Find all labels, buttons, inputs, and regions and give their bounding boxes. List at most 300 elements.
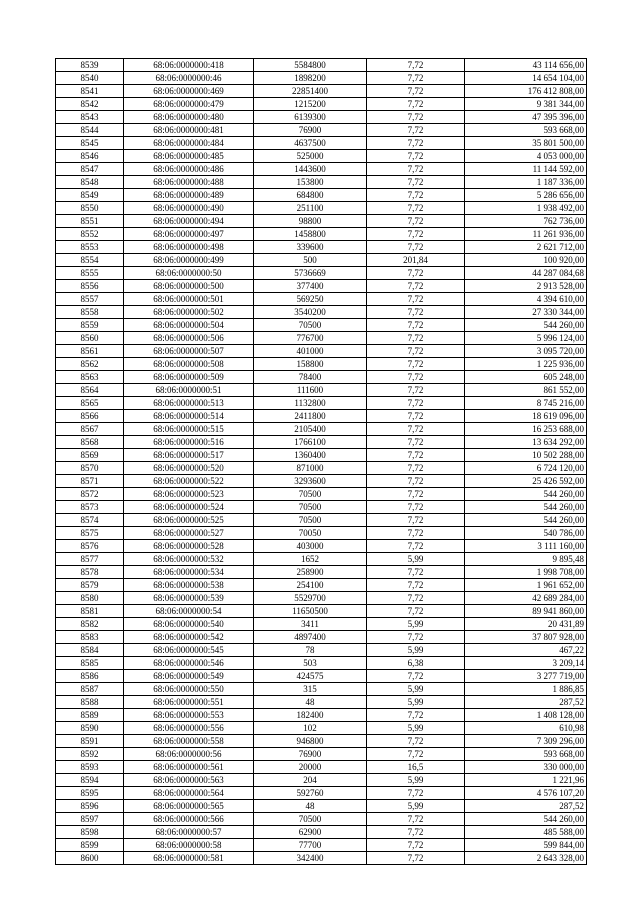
amount-cell: 593 668,00 — [465, 748, 587, 761]
rate-cell: 5,99 — [367, 644, 465, 657]
amount-cell: 1 187 336,00 — [465, 176, 587, 189]
rate-cell: 7,72 — [367, 735, 465, 748]
area-cell: 70500 — [254, 514, 367, 527]
area-cell: 5736669 — [254, 267, 367, 280]
amount-cell: 42 689 284,00 — [465, 592, 587, 605]
row-number-cell: 8540 — [56, 72, 124, 85]
amount-cell: 762 736,00 — [465, 215, 587, 228]
row-number-cell: 8599 — [56, 839, 124, 852]
area-cell: 2105400 — [254, 423, 367, 436]
cadastral-number-cell: 68:06:0000000:550 — [124, 683, 254, 696]
table-row — [56, 748, 587, 761]
area-cell: 525000 — [254, 150, 367, 163]
amount-cell: 330 000,00 — [465, 761, 587, 774]
cadastral-number-cell: 68:06:0000000:499 — [124, 254, 254, 267]
cadastral-number-cell: 68:06:0000000:524 — [124, 501, 254, 514]
amount-cell: 605 248,00 — [465, 371, 587, 384]
row-number-cell: 8596 — [56, 800, 124, 813]
amount-cell: 4 576 107,20 — [465, 787, 587, 800]
cadastral-number-cell: 68:06:0000000:502 — [124, 306, 254, 319]
row-number-cell: 8588 — [56, 696, 124, 709]
row-number-cell: 8573 — [56, 501, 124, 514]
area-cell: 11650500 — [254, 605, 367, 618]
cadastral-number-cell: 68:06:0000000:494 — [124, 215, 254, 228]
area-cell: 1766100 — [254, 436, 367, 449]
area-cell: 1652 — [254, 553, 367, 566]
row-number-cell: 8561 — [56, 345, 124, 358]
amount-cell: 1 998 708,00 — [465, 566, 587, 579]
row-number-cell: 8555 — [56, 267, 124, 280]
row-number-cell: 8565 — [56, 397, 124, 410]
cadastral-number-cell: 68:06:0000000:542 — [124, 631, 254, 644]
table-row — [56, 267, 587, 280]
cadastral-number-cell: 68:06:0000000:515 — [124, 423, 254, 436]
table-row — [56, 215, 587, 228]
table-row — [56, 345, 587, 358]
row-number-cell: 8578 — [56, 566, 124, 579]
amount-cell: 287,52 — [465, 696, 587, 709]
cadastral-number-cell: 68:06:0000000:534 — [124, 566, 254, 579]
row-number-cell: 8556 — [56, 280, 124, 293]
cadastral-number-cell: 68:06:0000000:527 — [124, 527, 254, 540]
rate-cell: 7,72 — [367, 592, 465, 605]
row-number-cell: 8539 — [56, 59, 124, 72]
rate-cell: 7,72 — [367, 488, 465, 501]
rate-cell: 7,72 — [367, 280, 465, 293]
area-cell: 258900 — [254, 566, 367, 579]
row-number-cell: 8592 — [56, 748, 124, 761]
rate-cell: 7,72 — [367, 202, 465, 215]
cadastral-number-cell: 68:06:0000000:545 — [124, 644, 254, 657]
table-row — [56, 98, 587, 111]
area-cell: 569250 — [254, 293, 367, 306]
rate-cell: 7,72 — [367, 124, 465, 137]
area-cell: 946800 — [254, 735, 367, 748]
table-row — [56, 293, 587, 306]
cadastral-number-cell: 68:06:0000000:563 — [124, 774, 254, 787]
table-row — [56, 592, 587, 605]
row-number-cell: 8549 — [56, 189, 124, 202]
row-number-cell: 8570 — [56, 462, 124, 475]
rate-cell: 5,99 — [367, 683, 465, 696]
table-row — [56, 631, 587, 644]
area-cell: 3540200 — [254, 306, 367, 319]
amount-cell: 593 668,00 — [465, 124, 587, 137]
row-number-cell: 8577 — [56, 553, 124, 566]
area-cell: 76900 — [254, 124, 367, 137]
table-row — [56, 852, 587, 865]
row-number-cell: 8543 — [56, 111, 124, 124]
area-cell: 6139300 — [254, 111, 367, 124]
table-row — [56, 579, 587, 592]
area-cell: 2411800 — [254, 410, 367, 423]
amount-cell: 540 786,00 — [465, 527, 587, 540]
cadastral-number-cell: 68:06:0000000:490 — [124, 202, 254, 215]
row-number-cell: 8582 — [56, 618, 124, 631]
table-row — [56, 423, 587, 436]
area-cell: 5529700 — [254, 592, 367, 605]
cadastral-number-cell: 68:06:0000000:558 — [124, 735, 254, 748]
amount-cell: 544 260,00 — [465, 488, 587, 501]
amount-cell: 35 801 500,00 — [465, 137, 587, 150]
row-number-cell: 8558 — [56, 306, 124, 319]
rate-cell: 7,72 — [367, 319, 465, 332]
rate-cell: 7,72 — [367, 423, 465, 436]
amount-cell: 544 260,00 — [465, 813, 587, 826]
table-row — [56, 540, 587, 553]
cadastral-number-cell: 68:06:0000000:508 — [124, 358, 254, 371]
amount-cell: 610,98 — [465, 722, 587, 735]
row-number-cell: 8568 — [56, 436, 124, 449]
cadastral-number-cell: 68:06:0000000:51 — [124, 384, 254, 397]
table-row — [56, 111, 587, 124]
rate-cell: 5,99 — [367, 618, 465, 631]
amount-cell: 544 260,00 — [465, 501, 587, 514]
rate-cell: 7,72 — [367, 449, 465, 462]
amount-cell: 1 886,85 — [465, 683, 587, 696]
table-row — [56, 527, 587, 540]
cadastral-number-cell: 68:06:0000000:581 — [124, 852, 254, 865]
area-cell: 62900 — [254, 826, 367, 839]
cadastral-number-cell: 68:06:0000000:565 — [124, 800, 254, 813]
amount-cell: 8 745 216,00 — [465, 397, 587, 410]
amount-cell: 16 253 688,00 — [465, 423, 587, 436]
cadastral-number-cell: 68:06:0000000:479 — [124, 98, 254, 111]
cadastral-number-cell: 68:06:0000000:564 — [124, 787, 254, 800]
area-cell: 339600 — [254, 241, 367, 254]
cadastral-number-cell: 68:06:0000000:523 — [124, 488, 254, 501]
table-row — [56, 358, 587, 371]
amount-cell: 20 431,89 — [465, 618, 587, 631]
amount-cell: 2 621 712,00 — [465, 241, 587, 254]
row-number-cell: 8589 — [56, 709, 124, 722]
cadastral-number-cell: 68:06:0000000:418 — [124, 59, 254, 72]
amount-cell: 599 844,00 — [465, 839, 587, 852]
area-cell: 1215200 — [254, 98, 367, 111]
cadastral-number-cell: 68:06:0000000:514 — [124, 410, 254, 423]
rate-cell: 7,72 — [367, 566, 465, 579]
amount-cell: 3 111 160,00 — [465, 540, 587, 553]
rate-cell: 7,72 — [367, 215, 465, 228]
row-number-cell: 8575 — [56, 527, 124, 540]
area-cell: 684800 — [254, 189, 367, 202]
amount-cell: 27 330 344,00 — [465, 306, 587, 319]
row-number-cell: 8545 — [56, 137, 124, 150]
data-table — [55, 58, 587, 865]
row-number-cell: 8569 — [56, 449, 124, 462]
row-number-cell: 8572 — [56, 488, 124, 501]
amount-cell: 11 261 936,00 — [465, 228, 587, 241]
area-cell: 4637500 — [254, 137, 367, 150]
area-cell: 1898200 — [254, 72, 367, 85]
cadastral-number-cell: 68:06:0000000:497 — [124, 228, 254, 241]
row-number-cell: 8548 — [56, 176, 124, 189]
area-cell: 1458800 — [254, 228, 367, 241]
table-row — [56, 839, 587, 852]
row-number-cell: 8550 — [56, 202, 124, 215]
row-number-cell: 8567 — [56, 423, 124, 436]
area-cell: 403000 — [254, 540, 367, 553]
table-row — [56, 475, 587, 488]
amount-cell: 89 941 860,00 — [465, 605, 587, 618]
row-number-cell: 8571 — [56, 475, 124, 488]
area-cell: 342400 — [254, 852, 367, 865]
area-cell: 3293600 — [254, 475, 367, 488]
area-cell: 1132800 — [254, 397, 367, 410]
row-number-cell: 8541 — [56, 85, 124, 98]
rate-cell: 7,72 — [367, 540, 465, 553]
row-number-cell: 8587 — [56, 683, 124, 696]
rate-cell: 7,72 — [367, 176, 465, 189]
rate-cell: 7,72 — [367, 605, 465, 618]
row-number-cell: 8560 — [56, 332, 124, 345]
row-number-cell: 8600 — [56, 852, 124, 865]
table-row — [56, 150, 587, 163]
row-number-cell: 8581 — [56, 605, 124, 618]
cadastral-number-cell: 68:06:0000000:484 — [124, 137, 254, 150]
area-cell: 592760 — [254, 787, 367, 800]
cadastral-number-cell: 68:06:0000000:46 — [124, 72, 254, 85]
row-number-cell: 8554 — [56, 254, 124, 267]
table-row — [56, 787, 587, 800]
cadastral-number-cell: 68:06:0000000:546 — [124, 657, 254, 670]
row-number-cell: 8553 — [56, 241, 124, 254]
rate-cell: 5,99 — [367, 800, 465, 813]
table-row — [56, 59, 587, 72]
amount-cell: 37 807 928,00 — [465, 631, 587, 644]
table-row — [56, 241, 587, 254]
table-row — [56, 410, 587, 423]
row-number-cell: 8598 — [56, 826, 124, 839]
rate-cell: 7,72 — [367, 527, 465, 540]
cadastral-number-cell: 68:06:0000000:469 — [124, 85, 254, 98]
rate-cell: 7,72 — [367, 384, 465, 397]
rate-cell: 16,5 — [367, 761, 465, 774]
rate-cell: 5,99 — [367, 774, 465, 787]
table-row — [56, 670, 587, 683]
table-row — [56, 254, 587, 267]
rate-cell: 7,72 — [367, 59, 465, 72]
table-row — [56, 176, 587, 189]
row-number-cell: 8579 — [56, 579, 124, 592]
amount-cell: 9 895,48 — [465, 553, 587, 566]
cadastral-number-cell: 68:06:0000000:486 — [124, 163, 254, 176]
cadastral-number-cell: 68:06:0000000:500 — [124, 280, 254, 293]
table-row — [56, 137, 587, 150]
cadastral-number-cell: 68:06:0000000:539 — [124, 592, 254, 605]
amount-cell: 18 619 096,00 — [465, 410, 587, 423]
rate-cell: 7,72 — [367, 371, 465, 384]
table-row — [56, 371, 587, 384]
cadastral-number-cell: 68:06:0000000:525 — [124, 514, 254, 527]
cadastral-number-cell: 68:06:0000000:489 — [124, 189, 254, 202]
area-cell: 48 — [254, 800, 367, 813]
area-cell: 424575 — [254, 670, 367, 683]
area-cell: 776700 — [254, 332, 367, 345]
amount-cell: 7 309 296,00 — [465, 735, 587, 748]
rate-cell: 7,72 — [367, 345, 465, 358]
amount-cell: 544 260,00 — [465, 319, 587, 332]
cadastral-number-cell: 68:06:0000000:561 — [124, 761, 254, 774]
table-row — [56, 800, 587, 813]
amount-cell: 2 643 328,00 — [465, 852, 587, 865]
amount-cell: 3 277 719,00 — [465, 670, 587, 683]
cadastral-number-cell: 68:06:0000000:513 — [124, 397, 254, 410]
table-row — [56, 72, 587, 85]
rate-cell: 201,84 — [367, 254, 465, 267]
area-cell: 153800 — [254, 176, 367, 189]
amount-cell: 5 286 656,00 — [465, 189, 587, 202]
table-row — [56, 319, 587, 332]
rate-cell: 7,72 — [367, 813, 465, 826]
area-cell: 503 — [254, 657, 367, 670]
rate-cell: 7,72 — [367, 98, 465, 111]
row-number-cell: 8566 — [56, 410, 124, 423]
area-cell: 254100 — [254, 579, 367, 592]
rate-cell: 7,72 — [367, 631, 465, 644]
cadastral-number-cell: 68:06:0000000:532 — [124, 553, 254, 566]
amount-cell: 544 260,00 — [465, 514, 587, 527]
amount-cell: 287,52 — [465, 800, 587, 813]
area-cell: 3411 — [254, 618, 367, 631]
rate-cell: 7,72 — [367, 709, 465, 722]
cadastral-number-cell: 68:06:0000000:54 — [124, 605, 254, 618]
amount-cell: 5 996 124,00 — [465, 332, 587, 345]
table-row — [56, 384, 587, 397]
row-number-cell: 8542 — [56, 98, 124, 111]
area-cell: 98800 — [254, 215, 367, 228]
table-row — [56, 618, 587, 631]
cadastral-number-cell: 68:06:0000000:516 — [124, 436, 254, 449]
amount-cell: 467,22 — [465, 644, 587, 657]
cadastral-number-cell: 68:06:0000000:540 — [124, 618, 254, 631]
row-number-cell: 8552 — [56, 228, 124, 241]
area-cell: 401000 — [254, 345, 367, 358]
amount-cell: 3 095 720,00 — [465, 345, 587, 358]
rate-cell: 5,99 — [367, 553, 465, 566]
row-number-cell: 8564 — [56, 384, 124, 397]
row-number-cell: 8593 — [56, 761, 124, 774]
table-row — [56, 163, 587, 176]
table-row — [56, 826, 587, 839]
amount-cell: 6 724 120,00 — [465, 462, 587, 475]
area-cell: 4897400 — [254, 631, 367, 644]
table-row — [56, 397, 587, 410]
area-cell: 871000 — [254, 462, 367, 475]
amount-cell: 176 412 808,00 — [465, 85, 587, 98]
table-row — [56, 280, 587, 293]
cadastral-number-cell: 68:06:0000000:556 — [124, 722, 254, 735]
rate-cell: 7,72 — [367, 228, 465, 241]
table-row — [56, 566, 587, 579]
cadastral-number-cell: 68:06:0000000:504 — [124, 319, 254, 332]
amount-cell: 100 920,00 — [465, 254, 587, 267]
area-cell: 315 — [254, 683, 367, 696]
cadastral-number-cell: 68:06:0000000:517 — [124, 449, 254, 462]
rate-cell: 7,72 — [367, 111, 465, 124]
amount-cell: 3 209,14 — [465, 657, 587, 670]
row-number-cell: 8584 — [56, 644, 124, 657]
rate-cell: 7,72 — [367, 826, 465, 839]
row-number-cell: 8591 — [56, 735, 124, 748]
area-cell: 78 — [254, 644, 367, 657]
area-cell: 70050 — [254, 527, 367, 540]
cadastral-number-cell: 68:06:0000000:528 — [124, 540, 254, 553]
rate-cell: 7,72 — [367, 189, 465, 202]
amount-cell: 47 395 396,00 — [465, 111, 587, 124]
row-number-cell: 8586 — [56, 670, 124, 683]
row-number-cell: 8559 — [56, 319, 124, 332]
table-row — [56, 332, 587, 345]
area-cell: 77700 — [254, 839, 367, 852]
table-row — [56, 189, 587, 202]
cadastral-number-cell: 68:06:0000000:58 — [124, 839, 254, 852]
table-row — [56, 306, 587, 319]
row-number-cell: 8576 — [56, 540, 124, 553]
cadastral-number-cell: 68:06:0000000:481 — [124, 124, 254, 137]
cadastral-number-cell: 68:06:0000000:507 — [124, 345, 254, 358]
table-row — [56, 202, 587, 215]
cadastral-number-cell: 68:06:0000000:498 — [124, 241, 254, 254]
row-number-cell: 8546 — [56, 150, 124, 163]
amount-cell: 25 426 592,00 — [465, 475, 587, 488]
cadastral-number-cell: 68:06:0000000:520 — [124, 462, 254, 475]
rate-cell: 7,72 — [367, 293, 465, 306]
area-cell: 48 — [254, 696, 367, 709]
cadastral-number-cell: 68:06:0000000:566 — [124, 813, 254, 826]
table-row — [56, 514, 587, 527]
rate-cell: 5,99 — [367, 696, 465, 709]
row-number-cell: 8574 — [56, 514, 124, 527]
amount-cell: 4 053 000,00 — [465, 150, 587, 163]
rate-cell: 7,72 — [367, 241, 465, 254]
table-row — [56, 696, 587, 709]
row-number-cell: 8583 — [56, 631, 124, 644]
amount-cell: 1 225 936,00 — [465, 358, 587, 371]
rate-cell: 7,72 — [367, 267, 465, 280]
table-row — [56, 774, 587, 787]
rate-cell: 7,72 — [367, 839, 465, 852]
rate-cell: 7,72 — [367, 462, 465, 475]
row-number-cell: 8585 — [56, 657, 124, 670]
table-row — [56, 761, 587, 774]
rate-cell: 5,99 — [367, 722, 465, 735]
rate-cell: 7,72 — [367, 579, 465, 592]
table-row — [56, 449, 587, 462]
amount-cell: 4 394 610,00 — [465, 293, 587, 306]
area-cell: 251100 — [254, 202, 367, 215]
area-cell: 5584800 — [254, 59, 367, 72]
cadastral-number-cell: 68:06:0000000:522 — [124, 475, 254, 488]
amount-cell: 9 381 344,00 — [465, 98, 587, 111]
area-cell: 500 — [254, 254, 367, 267]
area-cell: 204 — [254, 774, 367, 787]
table-row — [56, 228, 587, 241]
rate-cell: 7,72 — [367, 852, 465, 865]
cadastral-number-cell: 68:06:0000000:488 — [124, 176, 254, 189]
row-number-cell: 8551 — [56, 215, 124, 228]
row-number-cell: 8595 — [56, 787, 124, 800]
area-cell: 182400 — [254, 709, 367, 722]
table-row — [56, 85, 587, 98]
row-number-cell: 8563 — [56, 371, 124, 384]
amount-cell: 13 634 292,00 — [465, 436, 587, 449]
cadastral-number-cell: 68:06:0000000:549 — [124, 670, 254, 683]
amount-cell: 1 408 128,00 — [465, 709, 587, 722]
row-number-cell: 8562 — [56, 358, 124, 371]
cadastral-number-cell: 68:06:0000000:553 — [124, 709, 254, 722]
table-row — [56, 605, 587, 618]
